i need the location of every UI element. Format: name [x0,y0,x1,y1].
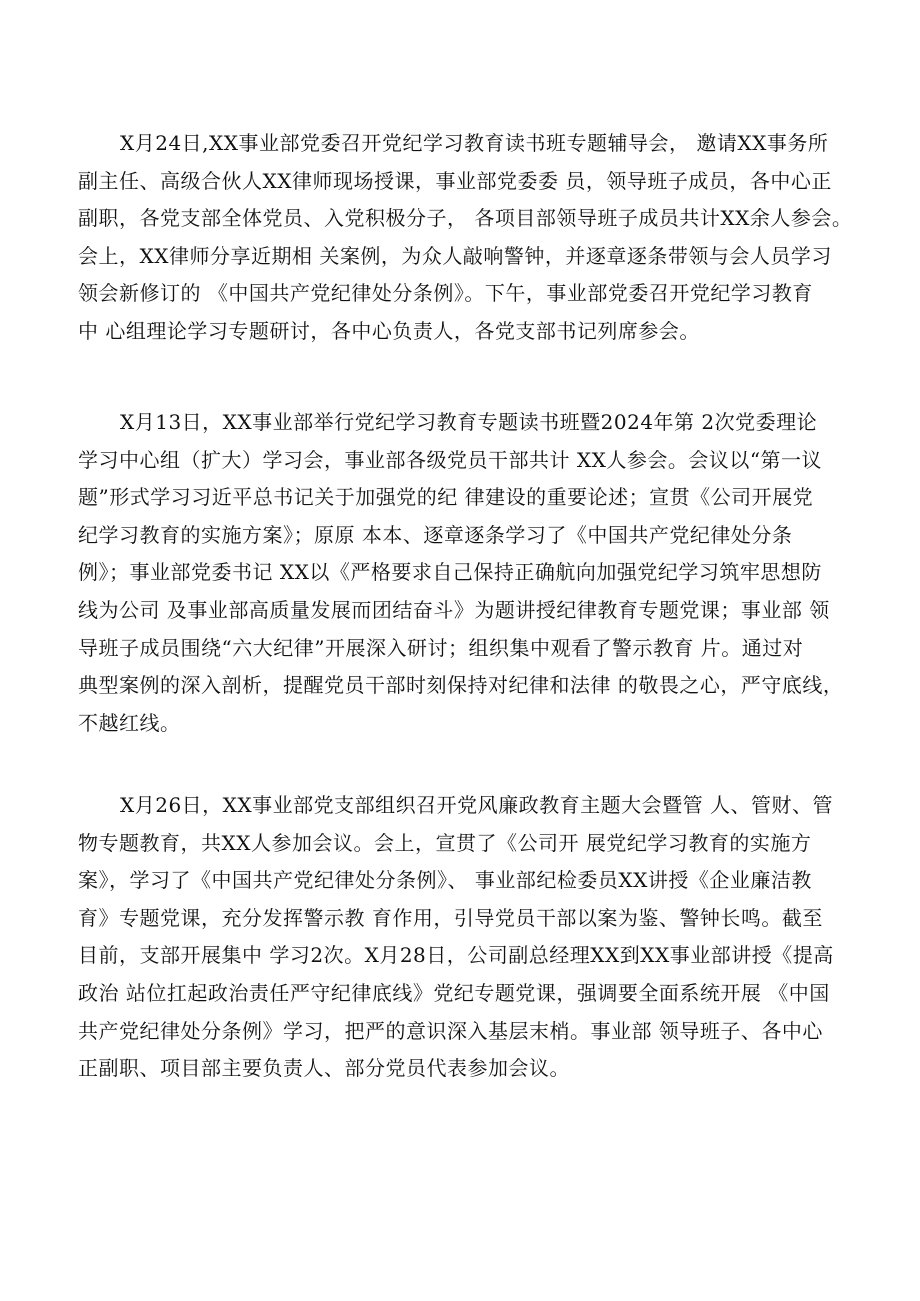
paragraph-line: 育》专题党课，充分发挥警示教 育作用，引导党员干部以案为鉴、警钟长鸣。截至 [78,905,823,930]
paragraph-2 [78,404,890,742]
paragraph-line: 领会新修订的 《中国共产党纪律处分条例》。下午，事业部党委召开党纪学习教育 [78,281,813,306]
paragraph-line: 不越红线。 [78,710,181,735]
paragraph-line: 纪学习教育的实施方案》；原原 本本、逐章逐条学习了《中国共产党纪律处分条 [78,522,793,547]
paragraph-line: X月24日,XX事业部党委召开党纪学习教育读书班专题辅导会， 邀请XX事务所 [120,131,829,155]
paragraph-line: 正副职、项目部主要负责人、部分党员代表参加会议。 [78,1056,570,1081]
paragraph-line: 导班子成员围绕“六大纪律”开展深入研讨；组织集中观看了警示教育 片。通过对 [78,635,804,660]
paragraph-line: 物专题教育，共XX人参加会议。会上，宣贯了《公司开 展党纪学习教育的实施方 [78,830,812,855]
paragraph-line: 学习中心组（扩大）学习会，事业部各级党员干部共计 XX人参会。会议以“第一议 [78,447,823,472]
paragraph-line: 政治 站位扛起政治责任严守纪律底线》党纪专题党课，强调要全面系统开展 《中国 [78,980,830,1005]
paragraph-line: X月26日，XX事业部党支部组织召开党风廉政教育主题大会暨管 人、管财、管 [120,793,834,817]
paragraph-1 [78,125,890,351]
paragraph-line: 会上，XX律师分享近期相 关案例，为众人敲响警钟，并逐章逐条带领与会人员学习 [78,243,832,268]
paragraph-line: 副主任、高级合伙人XX律师现场授课，事业部党委委 员，领导班子成员，各中心正 [78,168,832,193]
paragraph-3 [78,787,890,1088]
paragraph-line: 案》，学习了《中国共产党纪律处分条例》、 事业部纪检委员XX讲授《企业廉洁教 [78,868,812,893]
paragraph-line: 线为公司 及事业部高质量发展而团结奋斗》为题讲授纪律教育专题党课；事业部 领 [78,597,830,622]
paragraph-line: 共产党纪律处分条例》学习，把严的意识深入基层末梢。事业部 领导班子、各中心 [78,1018,823,1043]
paragraph-line: 目前，支部开展集中 学习2次。X月28日，公司副总经理XX到XX事业部讲授《提高 [78,943,834,968]
paragraph-line: 副职，各党支部全体党员、入党积极分子， 各项目部领导班子成员共计XX余人参会。 [78,206,853,231]
paragraph-line: 中 心组理论学习专题研讨，各中心负责人，各党支部书记列席参会。 [78,318,700,343]
paragraph-line: X月13日，XX事业部举行党纪学习教育专题读书班暨2024年第 2次党委理论 [120,410,818,434]
paragraph-line: 题”形式学习习近平总书记关于加强党的纪 律建设的重要论述；宣贯《公司开展党 [78,485,814,510]
paragraph-line: 典型案例的深入剖析，提醒党员干部时刻保持对纪律和法律 的敬畏之心，严守底线， [78,673,844,698]
paragraph-line: 例》；事业部党委书记 XX以《严格要求自己保持正确航向加强党纪学习筑牢思想防 [78,560,822,585]
